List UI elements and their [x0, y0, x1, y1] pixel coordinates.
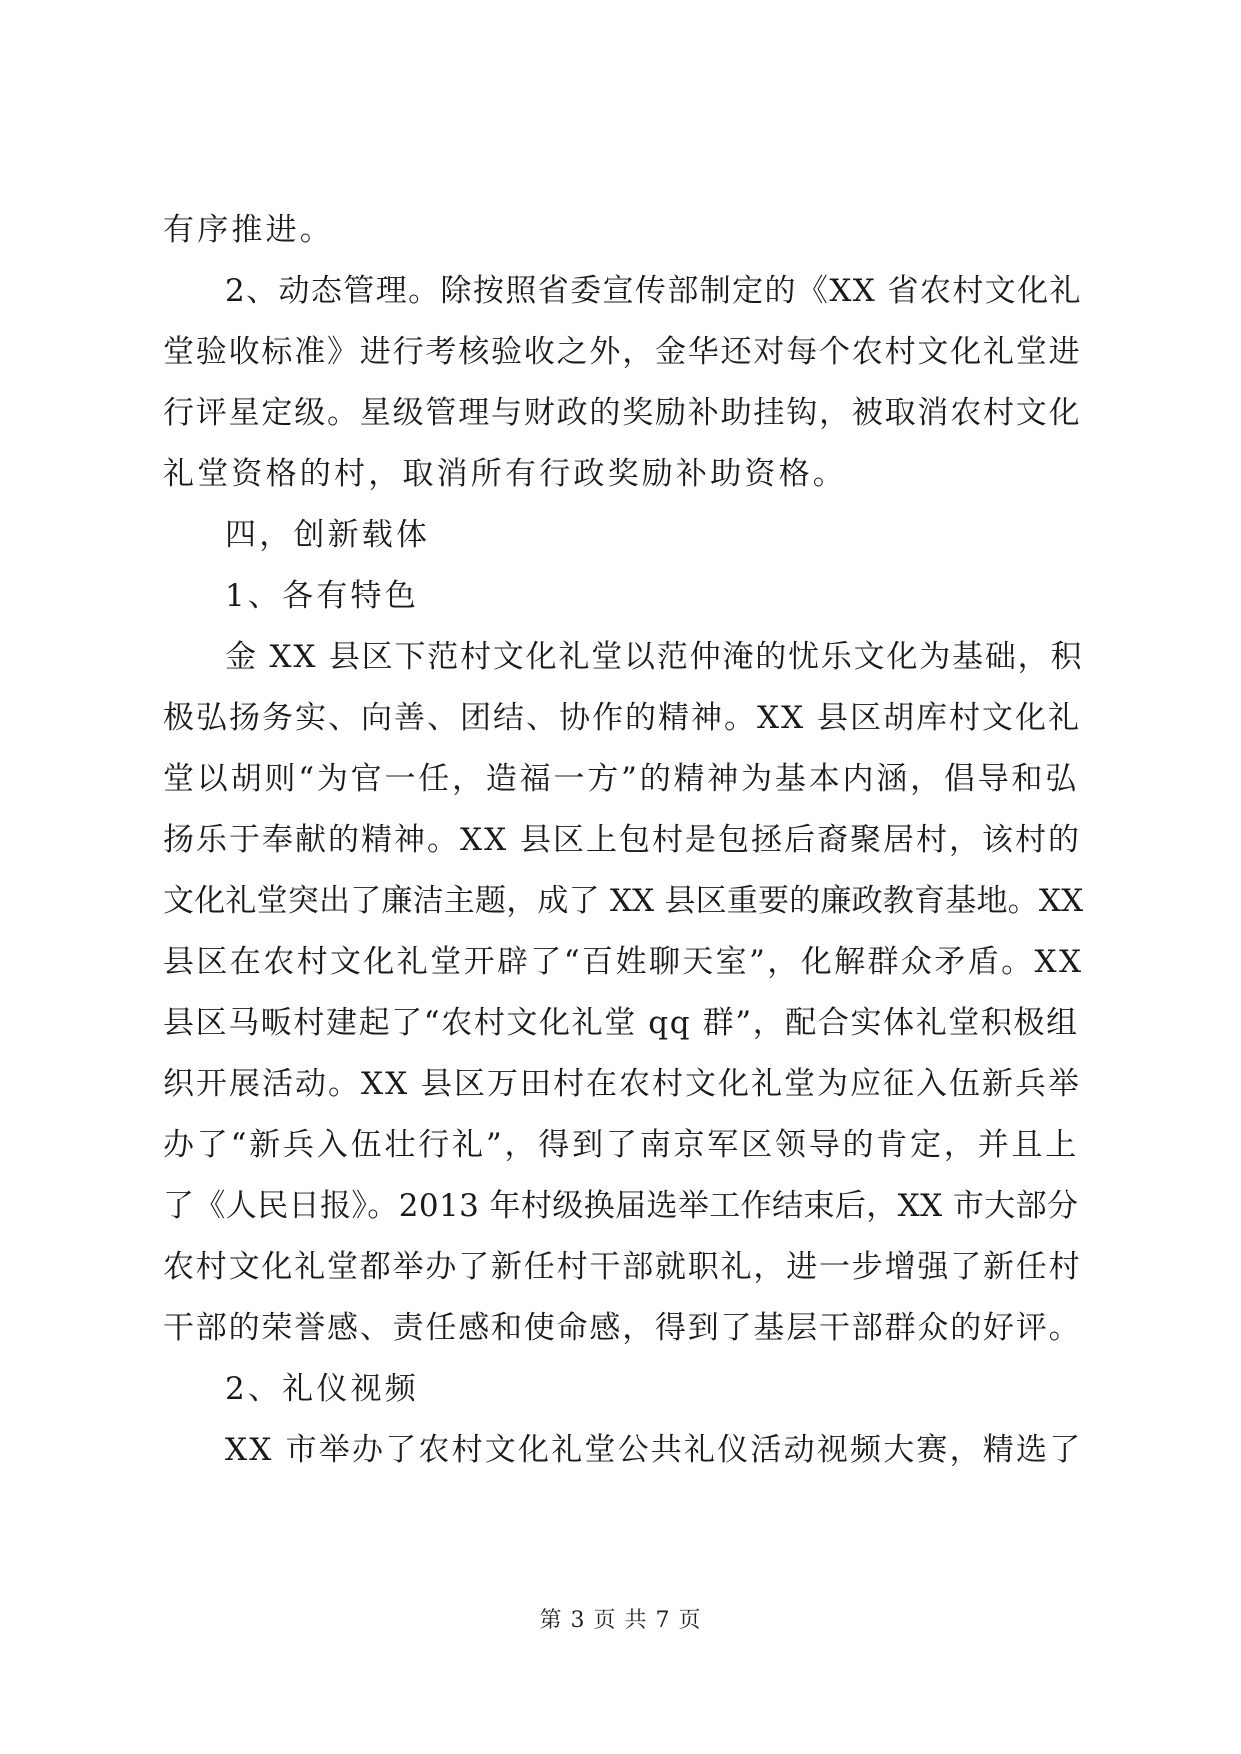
- body-text-line: 干部的荣誉感、责任感和使命感，得到了基层干部群众的好评。: [163, 1310, 1082, 1346]
- body-text-line: 文化礼堂突出了廉洁主题，成了 XX 县区重要的廉政教育基地。XX: [163, 883, 1084, 919]
- body-text-line: 县区马畈村建起了“农村文化礼堂 qq 群”，配合实体礼堂积极组: [163, 1005, 1079, 1041]
- subsection-heading-features: 1、各有特色: [225, 578, 419, 614]
- body-text-line: 扬乐于奉献的精神。XX 县区上包村是包拯后裔聚居村，该村的: [163, 822, 1081, 858]
- body-text-line: 有序推进。: [163, 212, 334, 248]
- subsection-heading-etiquette-video: 2、礼仪视频: [225, 1371, 419, 1407]
- body-text-line: 了《人民日报》。2013 年村级换届选举工作结束后，XX 市大部分: [163, 1188, 1079, 1224]
- page-number-footer: 第 3 页 共 7 页: [539, 1608, 702, 1633]
- body-text-line: 礼堂资格的村，取消所有行政奖励补助资格。: [163, 456, 847, 492]
- body-text-line: 农村文化礼堂都举办了新任村干部就职礼，进一步增强了新任村: [163, 1249, 1082, 1285]
- body-text-line: 极弘扬务实、向善、团结、协作的精神。XX 县区胡库村文化礼: [163, 700, 1081, 736]
- body-text-line: 县区在农村文化礼堂开辟了“百姓聊天室”，化解群众矛盾。XX: [163, 944, 1084, 980]
- paragraph-start-line: 金 XX 县区下范村文化礼堂以范仲淹的忧乐文化为基础，积: [225, 639, 1084, 675]
- body-text-line: 堂验收标准》进行考核验收之外，金华还对每个农村文化礼堂进: [163, 334, 1082, 370]
- body-text-line: 堂以胡则“为官一任，造福一方”的精神为基本内涵，倡导和弘: [163, 761, 1080, 797]
- body-text-line: 行评星定级。星级管理与财政的奖励补助挂钩，被取消农村文化: [163, 395, 1082, 431]
- section-heading-innovation: 四，创新载体: [225, 517, 431, 553]
- paragraph-start-line: XX 市举办了农村文化礼堂公共礼仪活动视频大赛，精选了: [225, 1432, 1083, 1468]
- body-text-line: 织开展活动。XX 县区万田村在农村文化礼堂为应征入伍新兵举: [163, 1066, 1081, 1102]
- body-text-line: 办了“新兵入伍壮行礼”，得到了南京军区领导的肯定，并且上: [163, 1127, 1080, 1163]
- paragraph-heading-dynamic-management: 2、动态管理。除按照省委宣传部制定的《XX 省农村文化礼: [225, 273, 1082, 309]
